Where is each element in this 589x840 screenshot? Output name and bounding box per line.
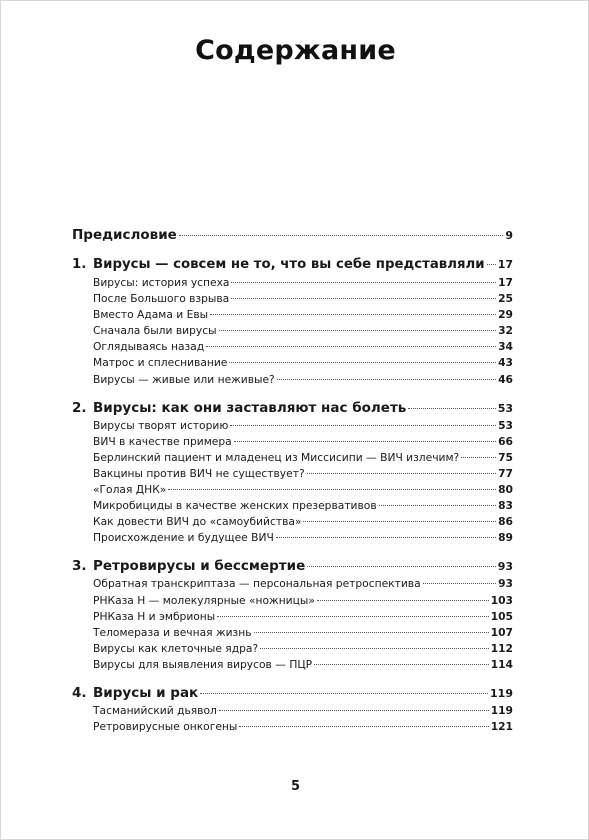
dot-leader — [379, 505, 496, 506]
toc-subentry[interactable] — [93, 355, 513, 371]
subentry-label: Обратная транскриптаза — персональная ретроспектива — [93, 577, 421, 591]
subentry-page: 103 — [490, 593, 513, 607]
subentry-page: 43 — [498, 356, 513, 370]
toc-subentry[interactable] — [93, 498, 513, 514]
dot-leader — [314, 664, 489, 665]
subentry-page: 107 — [490, 625, 513, 639]
subentry-page: 32 — [498, 324, 513, 338]
chapter-title: Ретровирусы и бессмертие — [93, 558, 306, 575]
subentry-page: 75 — [498, 450, 513, 464]
dot-leader — [307, 473, 497, 474]
toc-subentry[interactable] — [93, 719, 513, 735]
toc-subentry[interactable] — [93, 339, 513, 355]
chapter-heading[interactable] — [72, 257, 513, 275]
toc-subentry[interactable] — [93, 372, 513, 388]
toc-subentry[interactable] — [93, 530, 513, 546]
subentry-page: 112 — [490, 641, 513, 655]
subentry-label: «Голая ДНК» — [93, 483, 167, 497]
toc-subentry[interactable] — [93, 625, 513, 641]
toc-subentry[interactable] — [93, 703, 513, 719]
dot-leader — [317, 600, 489, 601]
toc-entry-preface[interactable] — [72, 227, 513, 245]
subentry-page: 34 — [498, 340, 513, 354]
dot-leader — [229, 362, 496, 363]
chapter-title-text — [72, 257, 485, 272]
dot-leader — [234, 441, 496, 442]
chapter-title-text — [72, 685, 198, 701]
subentry-page: 66 — [498, 434, 513, 448]
subentry-label: Как довести ВИЧ до «самоубийства» — [93, 515, 302, 529]
dot-leader — [230, 425, 496, 426]
toc-subentry[interactable] — [93, 291, 513, 307]
toc-subentry[interactable] — [93, 466, 513, 482]
subentry-label: Происхождение и будущее ВИЧ — [93, 531, 274, 545]
subentry-label: Тасманийский дьявол — [93, 703, 217, 717]
toc-subentry[interactable] — [93, 593, 513, 609]
subentry-page: 93 — [498, 577, 513, 591]
chapter-title-text — [72, 400, 406, 416]
dot-leader — [231, 282, 496, 283]
dot-leader — [206, 346, 496, 347]
dot-leader — [231, 298, 496, 299]
subentry-label: Вирусы творят историю — [93, 418, 229, 432]
subentry-label: Вирусы — живые или неживые? — [93, 372, 275, 386]
dot-leader — [461, 457, 496, 458]
subentry-label: Берлинский пациент и младенец из Миссисипи — ВИЧ излечим? — [93, 450, 460, 464]
dot-leader — [219, 330, 497, 331]
toc-subentry[interactable] — [93, 514, 513, 530]
dot-leader — [168, 489, 496, 490]
dot-leader — [210, 314, 496, 315]
chapter-list — [72, 257, 513, 735]
toc-subentry[interactable] — [93, 482, 513, 498]
dot-leader — [276, 537, 496, 538]
subentry-label: Вирусы для выявления вирусов — ПЦР — [93, 657, 313, 671]
toc-subentry[interactable] — [93, 307, 513, 323]
page-title: Содержание — [195, 35, 396, 66]
chapter-number: 1. — [72, 257, 87, 272]
subentry-label: ВИЧ в качестве примера — [93, 434, 232, 448]
toc-subentry[interactable] — [93, 434, 513, 450]
toc-subentry[interactable] — [93, 275, 513, 291]
toc-subentry[interactable] — [93, 418, 513, 434]
subentry-label: Ретровирусные онкогены — [93, 720, 238, 734]
toc-subentry[interactable] — [93, 323, 513, 339]
subentry-page: 86 — [498, 515, 513, 529]
subentry-label: Вирусы: история успеха — [93, 276, 230, 289]
subentry-page: 83 — [498, 499, 513, 513]
dot-leader — [239, 726, 488, 727]
subentry-label: Матрос и сплеснивание — [93, 356, 228, 370]
subentry-label: Сначала были вирусы — [93, 324, 217, 338]
chapter-title: Вирусы — совсем не то, что вы себе представляли — [93, 257, 485, 272]
chapter-number: 2. — [72, 399, 87, 416]
table-of-contents — [72, 227, 513, 735]
dot-leader — [303, 521, 496, 522]
subentry-page: 121 — [490, 720, 513, 734]
subentry-label: Вакцины против ВИЧ не существует? — [93, 466, 305, 480]
dot-leader — [277, 379, 496, 380]
subentry-page: 80 — [498, 483, 513, 497]
subentry-page: 105 — [490, 609, 513, 623]
dot-leader — [487, 264, 496, 265]
chapter-page: 93 — [497, 560, 513, 574]
dot-leader — [219, 710, 489, 711]
dot-leader — [217, 616, 488, 617]
subentry-label: Вирусы как клеточные ядра? — [93, 641, 259, 655]
chapter-number: 3. — [72, 558, 87, 575]
dot-leader — [179, 235, 504, 236]
dot-leader — [200, 693, 488, 694]
chapter-section — [72, 685, 513, 735]
chapter-section — [72, 558, 513, 673]
chapter-page: 17 — [497, 258, 513, 271]
subentry-page: 89 — [498, 531, 513, 545]
chapter-heading[interactable] — [72, 400, 513, 418]
subentry-label: РНКаза H — молекулярные «ножницы» — [93, 593, 315, 607]
subentry-page: 77 — [498, 466, 513, 480]
chapter-section — [72, 257, 513, 388]
subentry-label: После Большого взрыва — [93, 292, 230, 306]
page-number: 5 — [290, 779, 301, 794]
subentry-page: 119 — [490, 703, 513, 717]
dot-leader — [408, 408, 495, 409]
chapter-page: 119 — [490, 686, 513, 700]
chapter-number: 4. — [72, 684, 87, 701]
chapter-page: 53 — [497, 401, 513, 415]
chapter-title: Вирусы: как они заставляют нас болеть — [93, 399, 407, 416]
subentry-page: 25 — [498, 292, 513, 306]
toc-entry-page: 9 — [505, 229, 513, 242]
chapter-heading[interactable] — [72, 558, 513, 576]
subentry-page: 46 — [498, 372, 513, 386]
toc-subentry[interactable] — [93, 641, 513, 657]
subentry-page: 17 — [498, 276, 513, 289]
dot-leader — [423, 583, 497, 584]
subentry-page: 114 — [490, 657, 513, 671]
subentry-label: РНКаза H и эмбрионы — [93, 609, 216, 623]
subentry-page: 53 — [498, 418, 513, 432]
toc-subentry[interactable] — [93, 657, 513, 673]
subentry-page: 29 — [498, 308, 513, 322]
chapter-heading[interactable] — [72, 685, 513, 703]
toc-subentry[interactable] — [93, 450, 513, 466]
toc-subentry[interactable] — [93, 576, 513, 592]
dot-leader — [260, 648, 489, 649]
subentry-label: Оглядываясь назад — [93, 340, 205, 354]
chapter-title: Вирусы и рак — [93, 684, 199, 701]
toc-entry-label: Предисловие — [72, 227, 177, 243]
chapter-section — [72, 400, 513, 547]
dot-leader — [254, 632, 489, 633]
subentry-label: Вместо Адама и Евы — [93, 308, 209, 322]
subentry-label: Теломераза и вечная жизнь — [93, 625, 252, 639]
subentry-label: Микробициды в качестве женских презервативов — [93, 499, 377, 513]
dot-leader — [307, 566, 495, 567]
chapter-title-text — [72, 558, 305, 574]
toc-subentry[interactable] — [93, 609, 513, 625]
